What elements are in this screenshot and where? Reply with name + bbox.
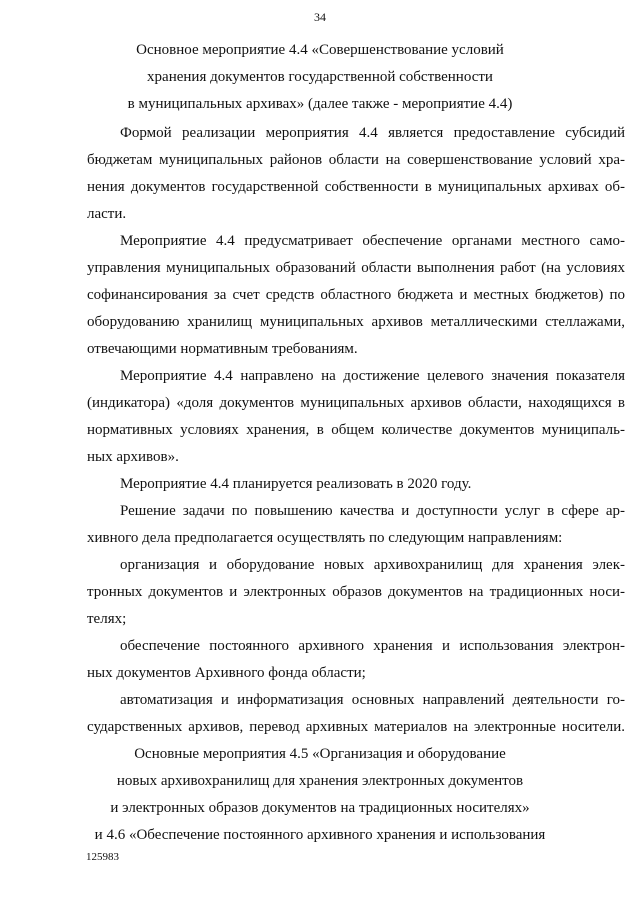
paragraph-line: (индикатора) «доля документов муниципальных архивов области, находящихся в bbox=[87, 395, 625, 411]
paragraph-line: Мероприятие 4.4 направлено на достижение целевого значения показателя bbox=[120, 368, 625, 384]
list-item-line: автоматизация и информатизация основных направлений деятельности го- bbox=[120, 692, 625, 708]
heading-line: Основные мероприятия 4.5 «Организация и оборудование bbox=[134, 746, 506, 762]
paragraph-line: Мероприятие 4.4 планируется реализовать в 2020 году. bbox=[120, 476, 472, 492]
heading-line: и 4.6 «Обеспечение постоянного архивного хранения и использования bbox=[94, 827, 546, 843]
paragraph-line: бюджетам муниципальных районов области на совершенствование условий хра- bbox=[87, 152, 625, 168]
list-item-line: тронных документов и электронных образов документов на традиционных носи- bbox=[87, 584, 625, 600]
paragraph-line: Мероприятие 4.4 предусматривает обеспечение органами местного само- bbox=[120, 233, 625, 249]
paragraph-line: нения документов государственной собственности в муниципальных архивах об- bbox=[87, 179, 625, 195]
footer-code: 125983 bbox=[86, 851, 119, 863]
heading-line: и электронных образов документов на традиционных носителях» bbox=[110, 800, 530, 816]
paragraph-line: оборудованию хранилищ муниципальных архивов металлическими стеллажами, bbox=[87, 314, 625, 330]
paragraph-line: софинансирования за счет средств областного бюджета и местных бюджетов) по bbox=[87, 287, 625, 303]
paragraph-line: ных архивов». bbox=[87, 449, 179, 465]
heading-line: новых архивохранилищ для хранения электронных документов bbox=[116, 773, 524, 789]
list-item-line: организация и оборудование новых архивохранилищ для хранения элек- bbox=[120, 557, 625, 573]
paragraph-line: управления муниципальных образований области выполнения работ (на условиях bbox=[87, 260, 625, 276]
paragraph-line: Решение задачи по повышению качества и доступности услуг в сфере ар- bbox=[120, 503, 625, 519]
list-item-line: телях; bbox=[87, 611, 127, 627]
heading-line: в муниципальных архивах» (далее также - мероприятие 4.4) bbox=[127, 96, 513, 112]
paragraph-line: отвечающими нормативным требованиям. bbox=[87, 341, 358, 357]
paragraph-line: нормативных условиях хранения, в общем количестве документов муниципаль- bbox=[87, 422, 625, 438]
page-number: 34 bbox=[314, 10, 326, 24]
list-item-line: ных документов Архивного фонда области; bbox=[87, 665, 366, 681]
paragraph-line: Формой реализации мероприятия 4.4 является предоставление субсидий bbox=[120, 125, 625, 141]
heading-line: Основное мероприятие 4.4 «Совершенствование условий bbox=[136, 42, 504, 58]
list-item-line: обеспечение постоянного архивного хранения и использования электрон- bbox=[120, 638, 625, 654]
list-item-line: сударственных архивов, перевод архивных материалов на электронные носители. bbox=[87, 719, 625, 735]
paragraph-line: ласти. bbox=[87, 206, 127, 222]
paragraph-line: хивного дела предполагается осуществлять по следующим направлениям: bbox=[87, 530, 563, 546]
heading-line: хранения документов государственной собственности bbox=[147, 69, 493, 85]
